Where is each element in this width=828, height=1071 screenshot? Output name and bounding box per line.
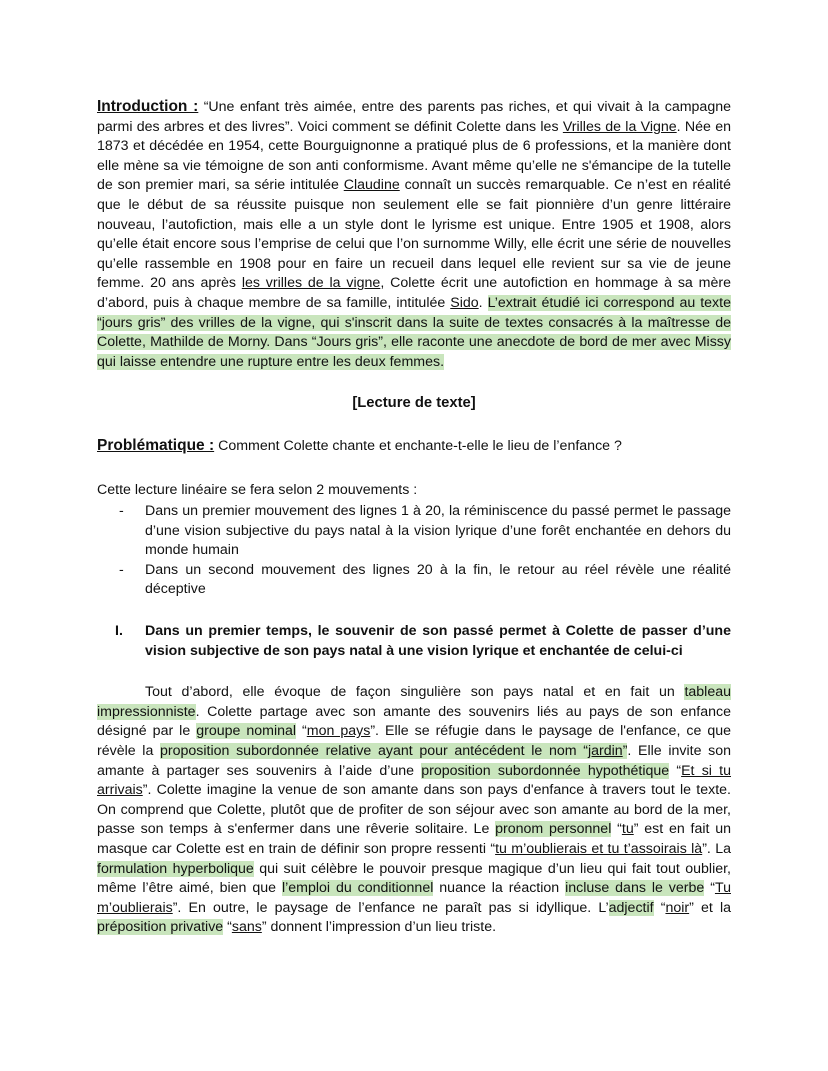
quote: mon pays [306, 723, 371, 740]
highlight: pronom personnel [495, 821, 612, 838]
text-run: ” donnent l’impression d’un lieu triste. [261, 919, 497, 936]
problematique-label: Problématique : [97, 436, 215, 454]
quote: jardin [587, 743, 623, 760]
intro-text: , Colette écrit une autofiction en hommage à sa mère d’abord, puis à chaque membre de sa famille, intitulée [97, 275, 731, 311]
quote: Tu m’oublierais [97, 880, 731, 916]
text-run: “ [704, 880, 715, 897]
highlight-text: proposition subordonnée relative ayant pour antécédent le nom “ [160, 743, 588, 760]
text-run: qui suit célèbre le pouvoir presque magique d’un lieu qui fait tout oublier, même l’être aimé, bien que [97, 860, 731, 897]
highlight [160, 743, 627, 759]
text-run: ”. Colette imagine la venue de son amante dans son pays d'enfance à travers tout le texte. On comprend que Colette, plutôt que de profiter de son séjour avec son amante au bord de la mer, passe son temps à s'enfermer dans une rêverie solitaire. Le [97, 782, 731, 838]
list-item-text: Dans un second mouvement des lignes 20 à la fin, le retour au réel révèle une réalité déceptive [145, 561, 731, 598]
list-item-text: Dans un premier mouvement des lignes 1 à 20, la réminiscence du passé permet le passage d’une vision subjective du pays natal à la vision lyrique d’une forêt enchantée en dehors du monde humain [145, 503, 731, 559]
intro-title-ref: Vrilles de la Vigne [562, 118, 677, 135]
text-run: “ [611, 821, 622, 838]
intro-title-ref: les vrilles de la vigne [241, 275, 381, 292]
highlight: incluse dans le verbe [565, 880, 705, 897]
reading-title: [Lecture de texte] [352, 395, 476, 412]
list-item [97, 561, 731, 600]
movements-intro: Cette lecture linéaire se fera selon 2 mouvements : [97, 481, 418, 498]
section-heading [97, 622, 731, 661]
highlight: adjectif [608, 899, 654, 916]
intro-text: . [478, 294, 488, 311]
quote: Et si tu arrivais [97, 762, 731, 799]
problematique-text: Comment Colette chante et enchante-t-elle le lieu de l’enfance ? [214, 437, 622, 454]
text-run: “ [669, 762, 682, 779]
quote: noir [665, 899, 690, 916]
highlight: l’emploi du conditionnel [281, 880, 434, 897]
intro-highlight: L’extrait étudié ici correspond au texte “jours gris” des vrilles de la vigne, qui s'inscrit dans la suite de textes consacrés à la maîtresse de Colette, Mathilde de Morny. Dans “Jours gris”, elle raconte une anecdote de bord de mer avec Missy qui laisse entendre une rupture entre les deux femmes. [97, 294, 731, 370]
highlight-text: ” [622, 743, 628, 760]
analysis-paragraph [97, 683, 731, 938]
text-run: . Colette partage avec son amante des souvenirs liés au pays de son enfance désigné par le [97, 703, 731, 740]
text-run: ” et la [689, 899, 732, 916]
intro-text: connaît un succès remarquable. Ce n’est en réalité que le début de sa réussite puisque non seulement elle se fait pionnière d’un genre littéraire nouveau, l’autofiction, mais elle a un style dont le lyrisme est unique. Entre 1905 et 1908, alors qu’elle était encore sous l’emprise de celui que l’on surnomme Willy, elle écrit une série de nouvelles qu’elle rassemble en 1908 pour en faire un recueil dans lequel elle revient sur sa vie de jeune femme. 20 ans après [97, 177, 731, 292]
quote: tu [621, 821, 634, 838]
text-run: . Elle invite son amante à partager ses souvenirs à l’aide d’une [97, 743, 732, 779]
intro-text: “Une enfant très aimée, entre des parents pas riches, et qui vivait à la campagne parmi des arbres et des livres”. Voici comment se définit Colette dans les [97, 99, 731, 135]
movements-list [97, 502, 731, 600]
text-run: “ [653, 899, 666, 916]
text-run: “ [223, 919, 232, 936]
list-dash: - [119, 561, 124, 578]
highlight: tableau impressionniste [97, 684, 731, 720]
quote: sans [231, 919, 262, 936]
highlight: préposition privative [97, 919, 224, 936]
list-dash: - [119, 503, 124, 520]
quote: tu m’oublierais et tu t’assoirais là [495, 841, 703, 857]
text-run: Tout d’abord, elle évoque de façon singulière son pays natal et en fait un [145, 684, 685, 701]
list-item [97, 502, 731, 561]
text-run: ”. En outre, le paysage de l’enfance ne paraît pas si idyllique. L’ [172, 899, 609, 916]
problematique-line [97, 436, 731, 457]
highlight: formulation hyperbolique [97, 860, 254, 877]
introduction-heading: Introduction : [97, 98, 199, 115]
intro-title-ref: Claudine [343, 177, 400, 194]
intro-title-ref: Sido [450, 294, 479, 311]
section-title: Dans un premier temps, le souvenir de son passé permet à Colette de passer d’une vision subjective de son pays natal à une vision lyrique et enchantée de celui-ci [145, 623, 731, 659]
text-run: “ [296, 723, 307, 740]
text-run: ”. La [702, 841, 732, 857]
introduction-paragraph [97, 97, 731, 372]
text-run: ”. Elle se réfugie dans le paysage de l'enfance, ce que révèle la [97, 723, 732, 760]
section-number: I. [115, 623, 123, 640]
text-run: nuance la réaction [433, 880, 566, 897]
highlight: proposition subordonnée hypothétique [421, 762, 670, 779]
intro-text: . Née en 1873 et décédée en 1954, cette Bourguignonne a pratiqué plus de 6 professions, et la manière dont elle mène sa vie témoigne de son anti conformisme. Avant même qu’elle ne s'émancipe de la tutelle de son premier mari, sa série intitulée [97, 118, 732, 194]
text-run: ” est en fait un masque car Colette est en train de définir son propre ressenti “ [97, 821, 732, 857]
document-page [97, 97, 731, 938]
highlight: groupe nominal [196, 723, 297, 740]
